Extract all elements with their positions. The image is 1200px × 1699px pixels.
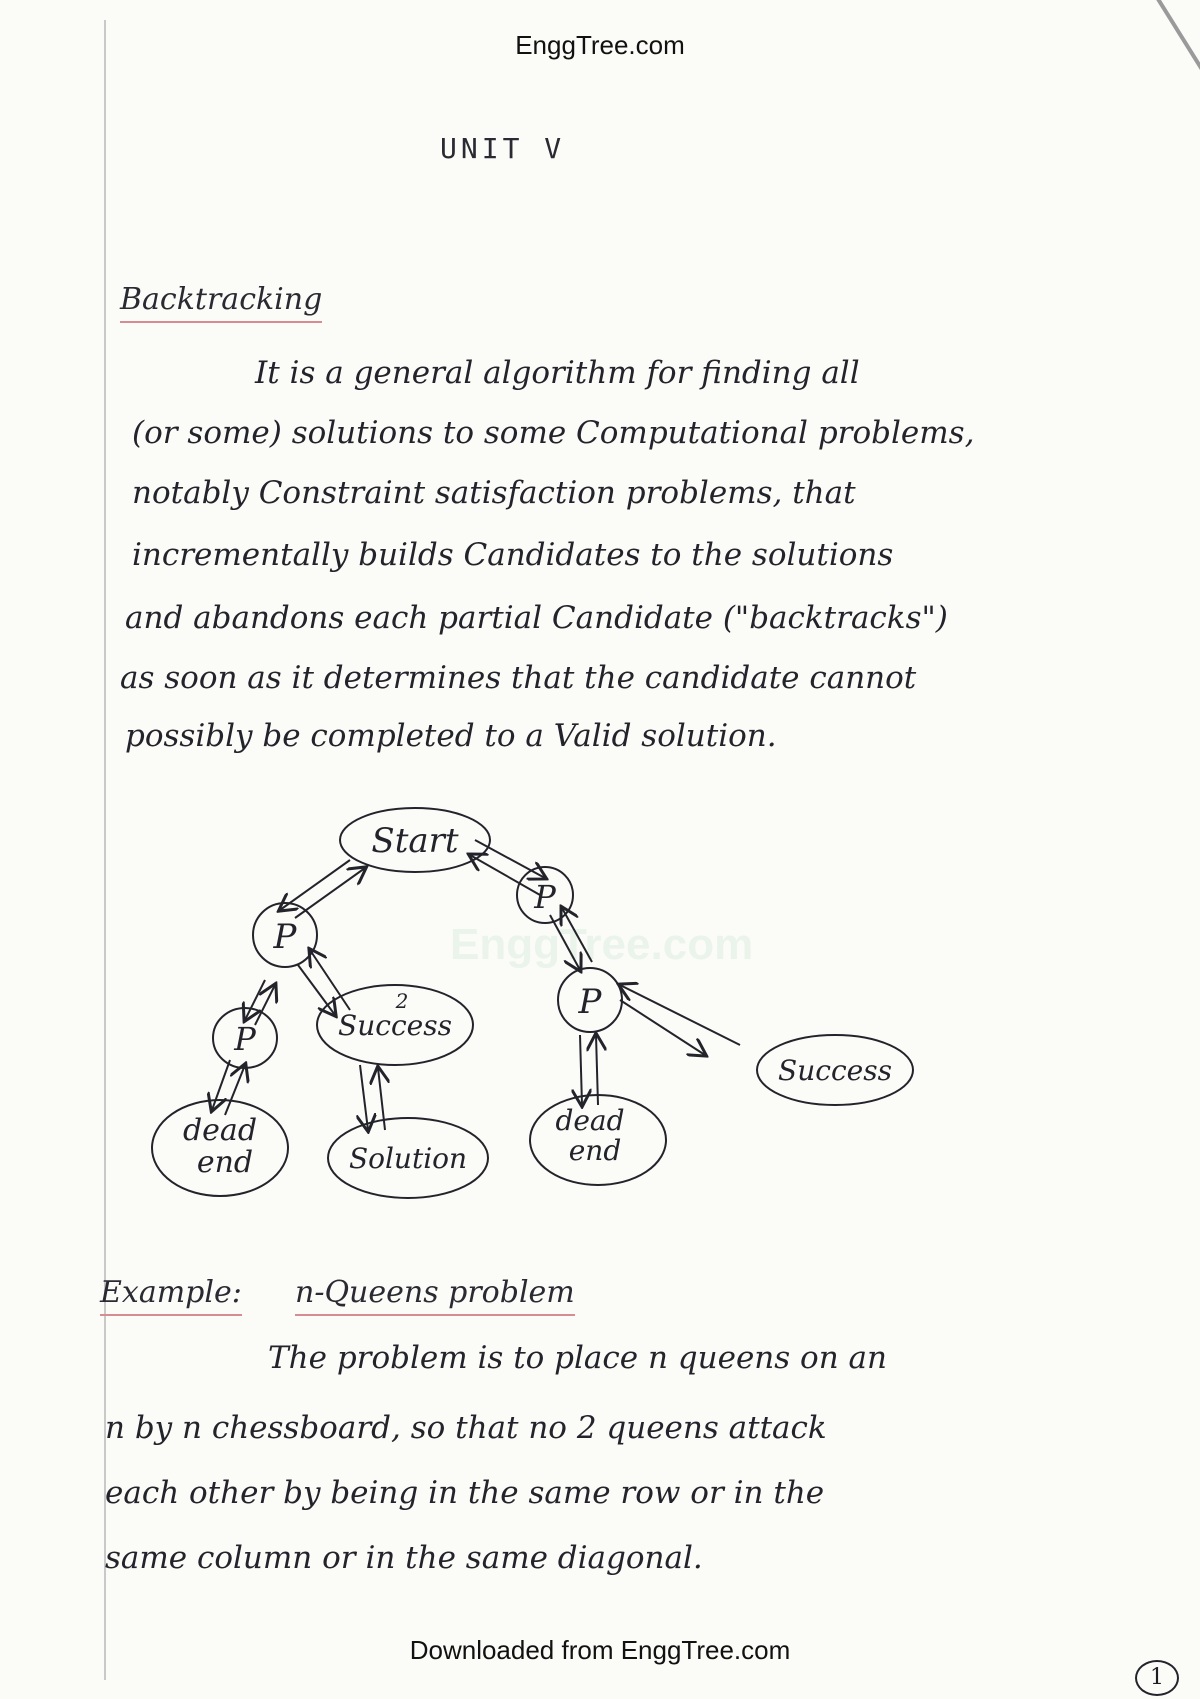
- paragraph-line: It is a general algorithm for finding all: [255, 355, 860, 391]
- example-line: each other by being in the same row or in the: [105, 1475, 825, 1511]
- p-right-child-label: P: [578, 982, 602, 1022]
- edge-success-to-p-left: [310, 950, 350, 1010]
- success-right-label: Success: [778, 1054, 892, 1087]
- success-left-label: Success: [338, 1009, 452, 1042]
- page-header: EnggTree.com: [515, 30, 685, 60]
- edge-p-child-to-dead-end: [212, 1060, 230, 1110]
- p-left-label: P: [273, 917, 297, 957]
- tree-svg: [150, 800, 950, 1220]
- page-number: 1: [1135, 1660, 1179, 1696]
- paragraph-line: possibly be completed to a Valid solution.: [125, 718, 777, 754]
- paragraph-line: and abandons each partial Candidate ("backtracks"): [125, 600, 948, 636]
- p-right-top-label: P: [534, 878, 556, 916]
- edge-success-to-solution: [360, 1065, 368, 1130]
- edge-dead-end-to-p-child: [225, 1065, 245, 1115]
- unit-title: UNIT V: [440, 132, 566, 165]
- example-underline: [100, 1314, 242, 1316]
- edge-p-child-to-success: [620, 1000, 705, 1055]
- edge-stroke: [1150, 0, 1200, 126]
- example-title: [295, 1275, 575, 1310]
- paragraph-line: (or some) solutions to some Computational problems,: [132, 415, 975, 451]
- edge-child-to-p-left: [255, 985, 275, 1025]
- watermark: EnggTree.com: [450, 920, 754, 969]
- edge-p-left-to-success: [298, 965, 335, 1015]
- page-footer: Downloaded from EnggTree.com: [409, 1635, 791, 1665]
- example-line: The problem is to place n queens on an: [268, 1340, 887, 1376]
- start-label: Start: [371, 821, 459, 861]
- success-left-mark: 2: [395, 989, 409, 1013]
- p-left-child-label: P: [234, 1020, 256, 1058]
- paragraph-line: notably Constraint satisfaction problems, that: [132, 475, 856, 511]
- section-heading: [120, 282, 322, 317]
- edge-p-child-to-dead-end: [580, 1035, 582, 1105]
- edge-p-left-to-child: [245, 980, 265, 1020]
- example-line: same column or in the same diagonal.: [105, 1540, 703, 1576]
- example-label: [100, 1275, 242, 1310]
- backtracking-tree-diagram: [150, 800, 950, 1220]
- example-title-text: n-Queens problem: [295, 1275, 575, 1310]
- edge-start-to-p-right: [475, 840, 545, 878]
- example-label-text: Example:: [100, 1275, 242, 1310]
- paragraph-line: incrementally builds Candidates to the solutions: [132, 537, 894, 573]
- paragraph-line: as soon as it determines that the candidate cannot: [120, 660, 917, 696]
- dead-end-left-line2: end: [196, 1145, 254, 1180]
- edge-p-top-to-p-child: [550, 915, 580, 970]
- dead-end-right-line1: dead: [555, 1104, 625, 1137]
- section-heading-text: Backtracking: [120, 282, 323, 317]
- edge-p-child-to-p-top: [562, 908, 592, 962]
- example-line: n by n chessboard, so that no 2 queens attack: [105, 1410, 827, 1446]
- edge-success-to-p-child: [620, 985, 740, 1045]
- solution-label: Solution: [348, 1142, 468, 1175]
- example-title-underline: [295, 1314, 575, 1316]
- dead-end-right-line2: end: [568, 1134, 622, 1167]
- dead-end-left-line1: dead: [182, 1113, 258, 1148]
- heading-underline: [120, 321, 322, 323]
- edge-p-right-to-start: [470, 855, 540, 895]
